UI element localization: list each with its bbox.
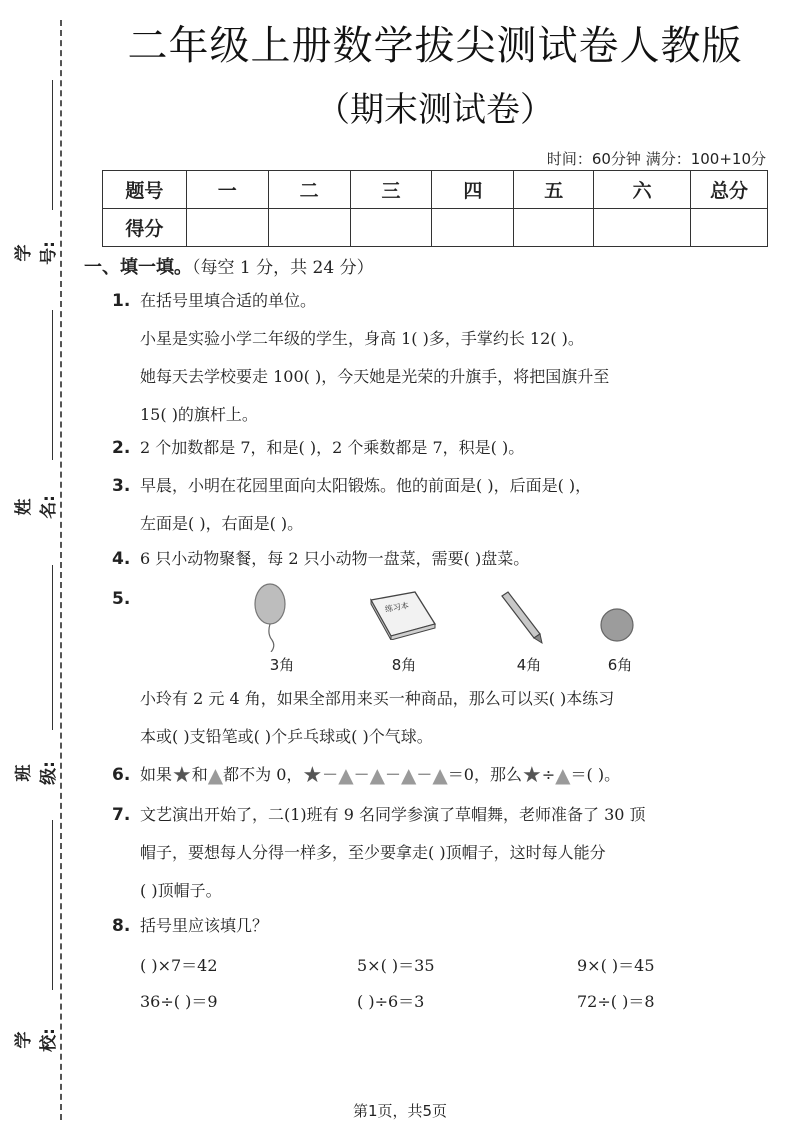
question-number: 2. (112, 438, 131, 458)
question-line: 帽子，要想每人分得一样多，至少要拿走( )顶帽子，这时每人能分 (140, 843, 606, 862)
q6-text: 和 (191, 765, 208, 784)
minus-sign: － (322, 765, 339, 784)
question-number: 5. (112, 589, 131, 609)
score-table-header-row (103, 171, 768, 209)
question-4 (112, 540, 788, 578)
score-header-cell: 总分 (691, 171, 768, 209)
question-5-text (112, 680, 788, 756)
score-table (102, 170, 768, 247)
question-2 (112, 429, 788, 467)
score-cell[interactable] (514, 209, 594, 247)
score-table-score-row (103, 209, 768, 247)
minus-sign: － (416, 765, 433, 784)
student-no-rule (52, 80, 53, 210)
triangle-icon: ▲ (432, 763, 448, 787)
exercise-book-icon (367, 590, 439, 640)
question-line: 本或( )支铅笔或( )个乒乓球或( )个气球。 (140, 727, 433, 746)
school-label: 学校: (14, 1028, 59, 1052)
triangle-icon: ▲ (338, 763, 354, 787)
score-cell[interactable] (268, 209, 350, 247)
question-text: 6 只小动物聚餐，每 2 只小动物一盘菜，需要( )盘菜。 (140, 549, 530, 568)
minus-sign: － (353, 765, 370, 784)
class-field (14, 565, 59, 795)
score-cell[interactable] (594, 209, 691, 247)
score-header-cell: 二 (268, 171, 350, 209)
name-rule (52, 310, 53, 460)
page-title: 二年级上册数学拔尖测试卷人教版 (127, 23, 743, 69)
question-5-number-row (112, 580, 788, 618)
star-icon: ★ (172, 763, 192, 788)
question-number: 3. (112, 476, 131, 496)
q6-text: 如果 (140, 765, 173, 784)
school-rule (52, 820, 53, 990)
question-6 (112, 756, 788, 795)
pencil-icon (496, 590, 546, 645)
binding-dashed-line (60, 20, 62, 1120)
price-exercise-book: 8角 (391, 656, 417, 674)
score-header-cell: 三 (350, 171, 432, 209)
question-3 (112, 467, 788, 543)
question-line: 小玲有 2 元 4 角，如果全部用来买一种商品，那么可以买( )本练习 (140, 689, 615, 708)
question-line: 小星是实验小学二年级的学生，身高 1( )多，手掌约长 12( )。 (140, 329, 584, 348)
triangle-icon: ▲ (369, 763, 385, 787)
price-ping-pong-ball: 6角 (607, 656, 633, 674)
score-header-cell: 四 (432, 171, 514, 209)
question-number: 8. (112, 916, 131, 936)
question-line: 早晨，小明在花园里面向太阳锻炼。他的前面是( )，后面是( )， (140, 476, 592, 495)
question-1 (112, 282, 788, 434)
name-label: 姓名: (14, 495, 59, 519)
question-number: 7. (112, 805, 131, 825)
question-line: 她每天去学校要走 100( )，今天她是光荣的升旗手，将把国旗升至 (140, 367, 610, 386)
student-no-field (14, 70, 59, 290)
triangle-icon: ▲ (555, 763, 571, 787)
page-subtitle: （期末测试卷） (316, 90, 554, 130)
price-balloon: 3角 (269, 656, 295, 674)
name-field (14, 310, 59, 540)
book-cover-text: 练习本 (384, 600, 410, 615)
score-header-cell: 题号 (103, 171, 187, 209)
score-cell[interactable] (432, 209, 514, 247)
price-pencil: 4角 (516, 656, 542, 674)
triangle-icon: ▲ (207, 763, 224, 787)
school-field (14, 820, 59, 1052)
question-line: 15( )的旗杆上。 (140, 405, 258, 424)
score-header-cell: 一 (186, 171, 268, 209)
score-row-label: 得分 (103, 209, 187, 247)
question-text: 2 个加数都是 7，和是( )，2 个乘数都是 7，积是( )。 (140, 438, 525, 457)
student-no-label: 学号: (14, 241, 59, 265)
divide-sign: ÷ (541, 765, 556, 784)
question-number: 1. (112, 291, 131, 311)
q6-text: 都不为 0， (223, 765, 303, 784)
question-number: 6. (112, 765, 131, 785)
star-icon: ★ (302, 763, 323, 788)
page-number: 第1页，共5页 (352, 1102, 448, 1120)
star-icon: ★ (521, 763, 542, 788)
question-line: 左面是( )，右面是( )。 (140, 514, 304, 533)
score-cell[interactable] (691, 209, 768, 247)
question-7 (112, 796, 788, 910)
equation: ( )×7＝42 (140, 956, 218, 975)
triangle-icon: ▲ (401, 763, 417, 787)
score-cell[interactable] (186, 209, 268, 247)
question-8 (112, 907, 788, 945)
question-prompt: 在括号里填合适的单位。 (140, 291, 317, 310)
question-prompt: 括号里应该填几？ (140, 916, 269, 935)
class-label: 班级: (14, 761, 59, 785)
section-title: 一、填一填。 (84, 257, 192, 278)
time-score-info: 时间：60分钟 满分：100+10分 (546, 150, 766, 168)
q6-text: ＝0，那么 (447, 765, 522, 784)
q6-text: ＝( )。 (570, 765, 621, 784)
equation: 5×( )＝35 (357, 956, 435, 975)
question-line: 文艺演出开始了，二(1)班有 9 名同学参演了草帽舞，老师准备了 30 顶 (140, 805, 646, 824)
equation: 36÷( )＝9 (140, 992, 218, 1011)
score-header-cell: 五 (514, 171, 594, 209)
equation: 9×( )＝45 (577, 956, 655, 975)
balloon-icon (245, 582, 295, 652)
equation: 72÷( )＝8 (577, 992, 655, 1011)
question-line: ( )顶帽子。 (140, 881, 222, 900)
ping-pong-ball-icon (598, 606, 636, 644)
score-cell[interactable] (350, 209, 432, 247)
equation: ( )÷6＝3 (357, 992, 425, 1011)
section-heading (84, 253, 374, 279)
question-number: 4. (112, 549, 131, 569)
class-rule (52, 565, 53, 730)
minus-sign: － (384, 765, 401, 784)
score-header-cell: 六 (594, 171, 691, 209)
section-note: （每空 1 分，共 24 分） (192, 258, 374, 278)
